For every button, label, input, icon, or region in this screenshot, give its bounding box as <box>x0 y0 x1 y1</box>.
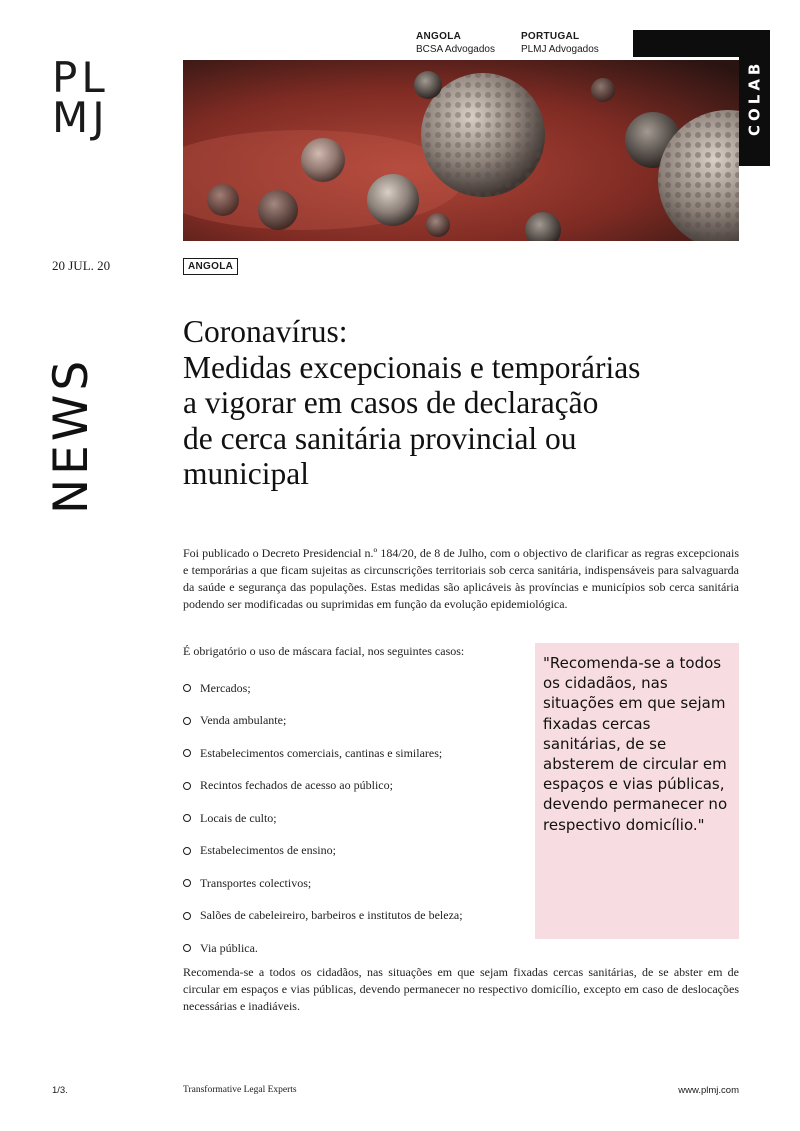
hero-virus-image <box>183 60 739 241</box>
logo-line-1: PL <box>52 53 109 102</box>
bullet-circle-icon <box>183 847 191 855</box>
office-country: ANGOLA <box>416 31 462 42</box>
list-item <box>183 900 523 933</box>
title-line: Coronavírus: <box>183 314 348 349</box>
list-item-text: Salões de cabeleireiro, barbeiros e institutos de beleza; <box>200 908 463 923</box>
list-item-text: Estabelecimentos de ensino; <box>200 843 336 858</box>
list-item-text: Transportes colectivos; <box>200 875 312 890</box>
country-tag: ANGOLA <box>183 258 238 275</box>
list-item-text: Via pública. <box>200 940 258 955</box>
office-angola <box>416 30 495 56</box>
list-item <box>183 867 523 900</box>
title-line: a vigorar em casos de declaração <box>183 385 599 420</box>
title-line: de cerca sanitária provincial ou <box>183 420 577 456</box>
office-firm: BCSA Advogados <box>416 44 495 55</box>
office-list <box>416 30 599 56</box>
list-item <box>183 705 523 738</box>
plmj-logo <box>52 53 132 148</box>
list-item-text: Mercados; <box>200 680 251 695</box>
logo-line-2: MJ <box>52 93 109 142</box>
bullet-circle-icon <box>183 782 191 790</box>
list-item-text: Estabelecimentos comerciais, cantinas e similares; <box>200 745 443 760</box>
list-item <box>183 737 523 770</box>
bullet-circle-icon <box>183 717 191 725</box>
bullet-circle-icon <box>183 879 191 887</box>
page-number: 1/3. <box>52 1085 68 1096</box>
list-item <box>183 932 523 965</box>
virus-illustration <box>183 60 739 241</box>
bullet-circle-icon <box>183 749 191 757</box>
closing-paragraph: Recomenda-se a todos os cidadãos, nas situações em que sejam fixadas cercas sanitárias, de se abster em de circular em espaços e vias públicas, devendo permanecer no respectivo domicílio, excepto em caso de deslocações necessárias e inadiáveis. <box>183 965 739 1013</box>
list-item-text: Venda ambulante; <box>200 713 287 728</box>
list-intro: É obrigatório o uso de máscara facial, nos seguintes casos: <box>183 644 465 658</box>
list-item-text: Locais de culto; <box>200 810 277 825</box>
bullet-circle-icon <box>183 684 191 692</box>
list-item <box>183 672 523 705</box>
title-line: municipal <box>183 456 309 491</box>
title-line: Medidas excepcionais e temporárias <box>183 349 641 385</box>
website-link[interactable]: www.plmj.com <box>678 1085 739 1096</box>
list-item-text: Recintos fechados de acesso ao público; <box>200 778 393 793</box>
news-side-label: NEWS <box>44 356 99 514</box>
bullet-circle-icon <box>183 912 191 920</box>
bullet-circle-icon <box>183 944 191 952</box>
list-item <box>183 802 523 835</box>
colab-label: COLAB <box>745 59 764 137</box>
article-title <box>183 314 753 492</box>
intro-paragraph: Foi publicado o Decreto Presidencial n.º 184/20, de 8 de Julho, com o objectivo de clarificar as regras excepcionais e temporárias a que ficam sujeitas as circunscrições territoriais sob cerca sanitária, indispensáveis para salvaguarda da saúde e segurança das populações. Estas medidas são aplicáveis às províncias e municípios sob cerca sanitária podendo ser modificadas ou suprimidas em função da evolução epidemiológica. <box>183 546 739 611</box>
publication-date: 20 JUL. 20 <box>52 258 111 273</box>
footer-tagline: Transformative Legal Experts <box>183 1085 297 1095</box>
pull-quote-text: "Recomenda-se a todos os cidadãos, nas situações em que sejam fixadas cercas sanitárias, de se absterem de circular em espaços e vias públicas, devendo permanecer no respectivo domicílio." <box>543 654 728 834</box>
bullet-circle-icon <box>183 814 191 822</box>
office-firm: PLMJ Advogados <box>520 44 599 55</box>
pull-quote-box <box>535 643 739 939</box>
office-portugal <box>521 30 599 56</box>
list-item <box>183 770 523 803</box>
office-country: PORTUGAL <box>520 31 580 42</box>
list-item <box>183 835 523 868</box>
mask-requirements-list <box>183 672 523 965</box>
